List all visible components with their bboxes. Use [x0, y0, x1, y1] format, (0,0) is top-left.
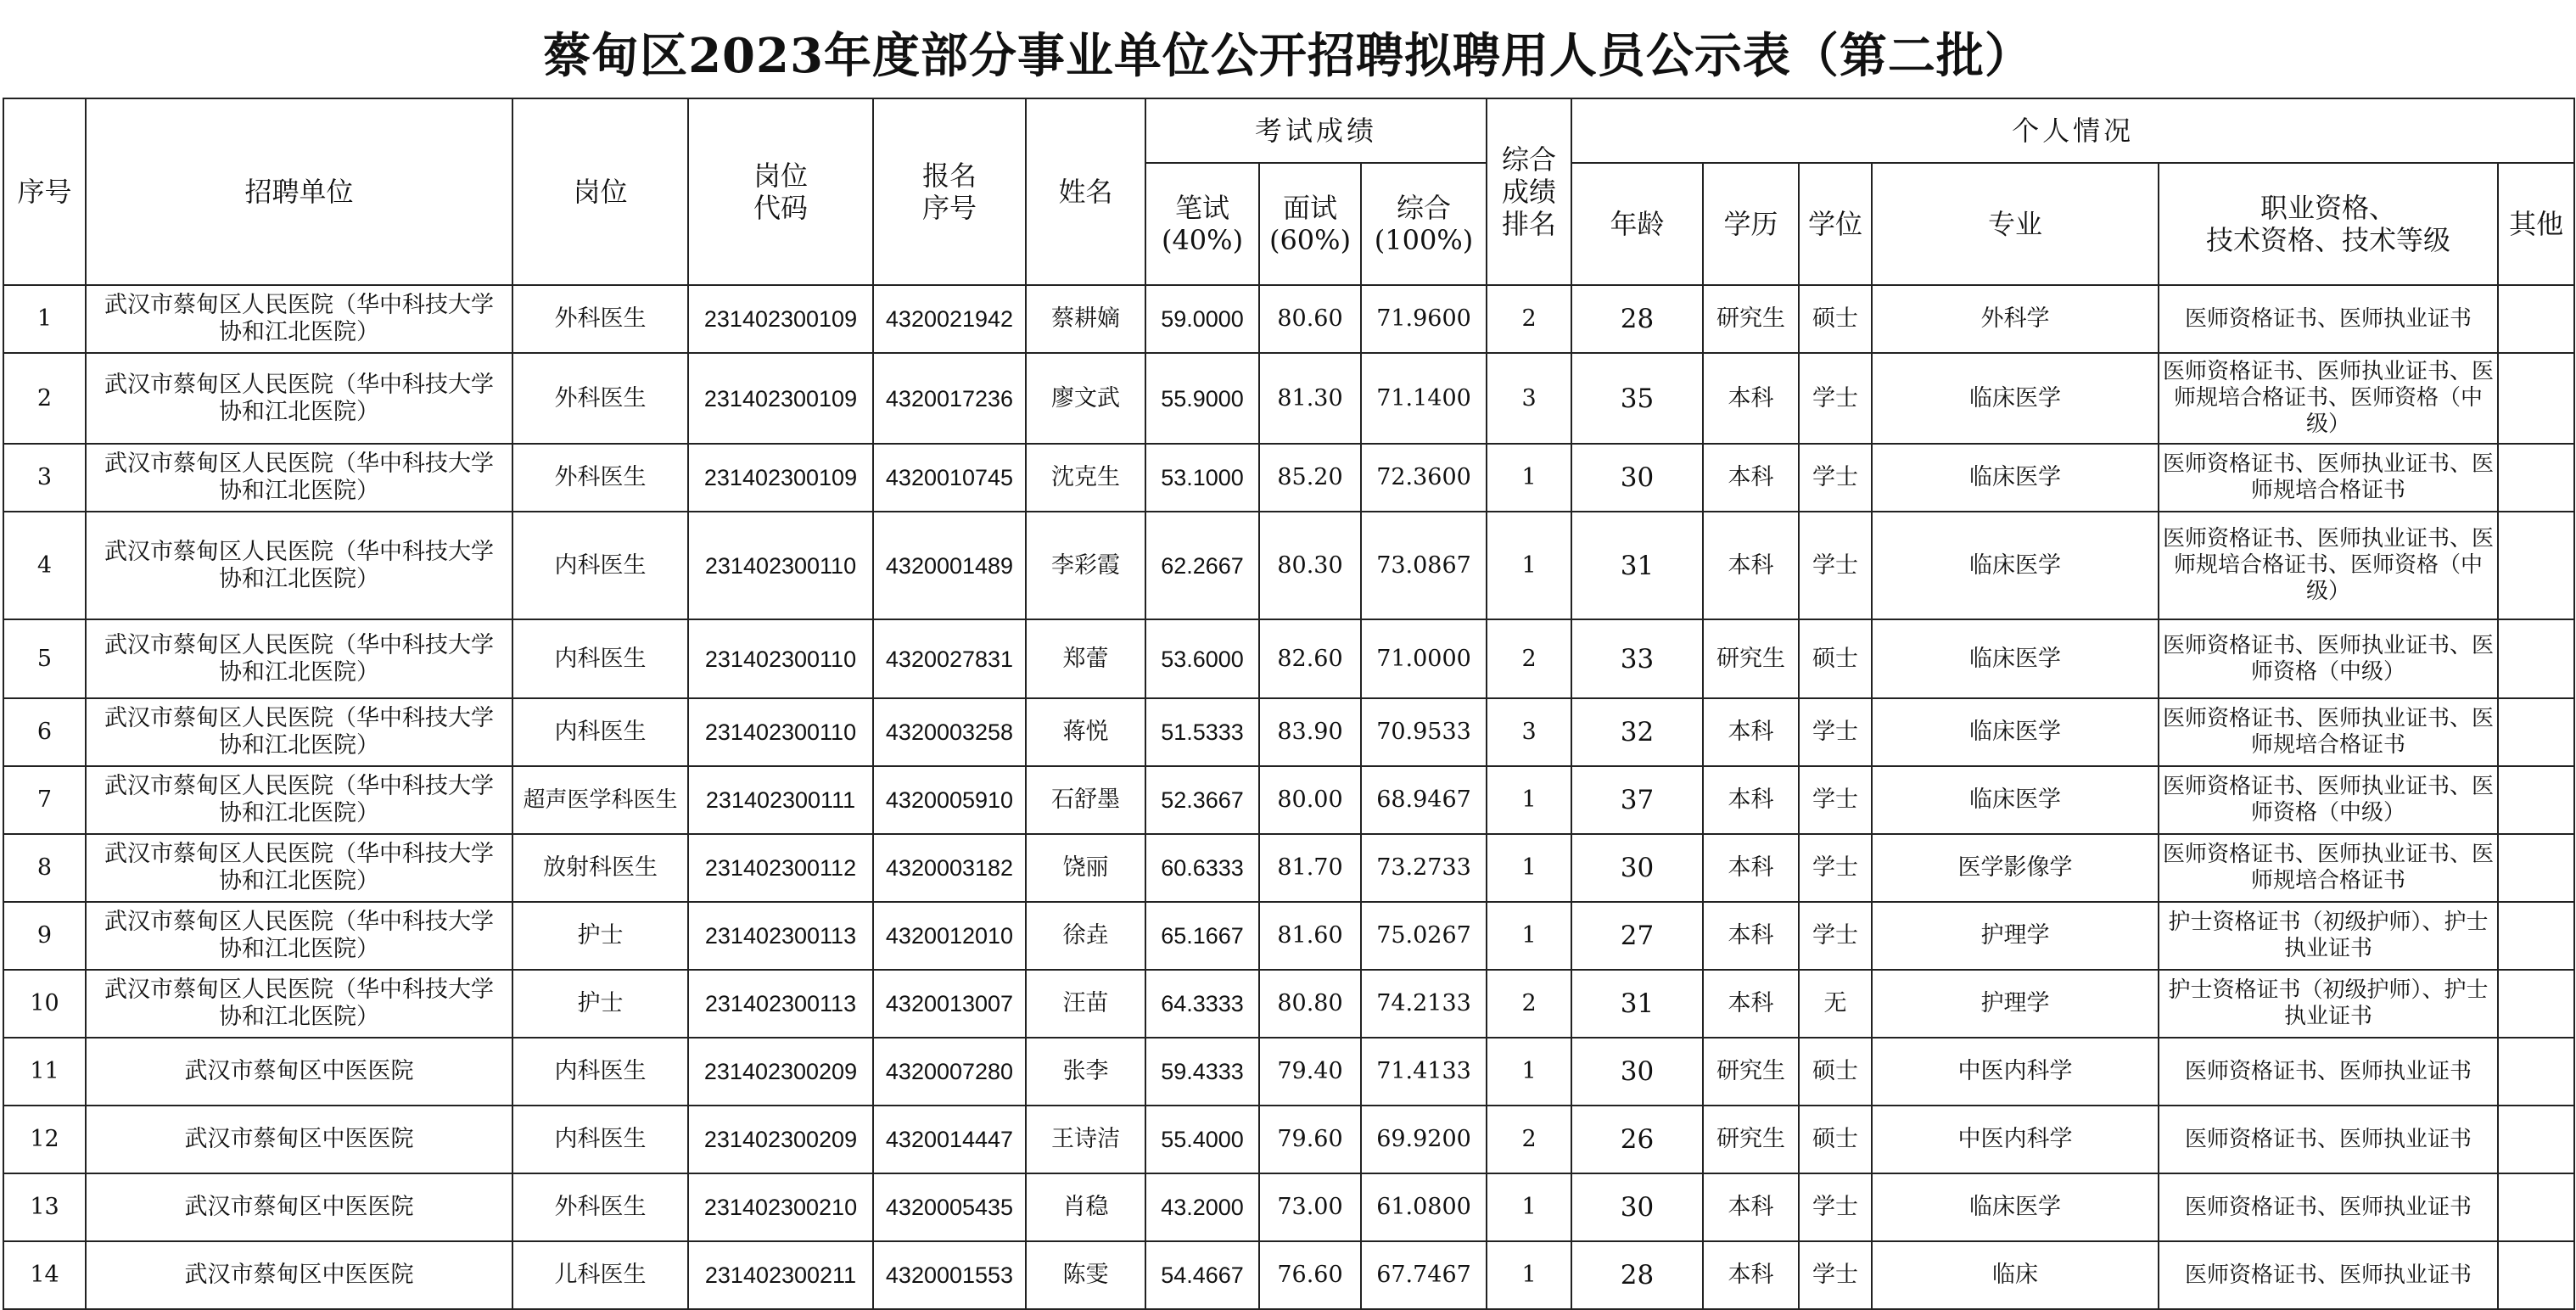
- cell-rank: 2: [1487, 970, 1571, 1038]
- table-row: [3, 834, 2574, 902]
- cell-age: 33: [1571, 619, 1703, 698]
- cell-seq: 1: [3, 285, 86, 353]
- cell-interview: 73.00: [1259, 1173, 1361, 1241]
- cell-name: 肖稳: [1026, 1173, 1145, 1241]
- cell-seq: 4: [3, 512, 86, 619]
- cell-written: 53.6000: [1145, 619, 1259, 698]
- cell-major: 临床医学: [1872, 353, 2159, 444]
- cell-degree: 学士: [1799, 766, 1872, 834]
- table-row: [3, 444, 2574, 512]
- header-unit: 招聘单位: [86, 98, 512, 285]
- cell-unit: 武汉市蔡甸区人民医院（华中科技大学协和江北医院）: [86, 444, 512, 512]
- cell-post: 内科医生: [512, 619, 688, 698]
- cell-composite: 73.2733: [1361, 834, 1487, 902]
- cell-seq: 3: [3, 444, 86, 512]
- cell-degree: 学士: [1799, 1241, 1872, 1309]
- cell-age: 26: [1571, 1106, 1703, 1173]
- cell-degree: 硕士: [1799, 1106, 1872, 1173]
- cell-interview: 79.40: [1259, 1038, 1361, 1106]
- cell-name: 郑蕾: [1026, 619, 1145, 698]
- header-education: 学历: [1703, 163, 1799, 285]
- table-row: [3, 285, 2574, 353]
- cell-seq: 5: [3, 619, 86, 698]
- header-interview: 面试 (60%): [1259, 163, 1361, 285]
- cell-written: 62.2667: [1145, 512, 1259, 619]
- cell-post: 外科医生: [512, 285, 688, 353]
- cell-age: 27: [1571, 902, 1703, 970]
- cell-qualification: 医师资格证书、医师执业证书、医师规培合格证书: [2159, 444, 2498, 512]
- cell-written: 59.0000: [1145, 285, 1259, 353]
- cell-composite: 71.1400: [1361, 353, 1487, 444]
- cell-post: 外科医生: [512, 1173, 688, 1241]
- cell-major: 中医内科学: [1872, 1106, 2159, 1173]
- cell-rank: 1: [1487, 902, 1571, 970]
- header-major: 专业: [1872, 163, 2159, 285]
- cell-degree: 无: [1799, 970, 1872, 1038]
- cell-post: 护士: [512, 970, 688, 1038]
- cell-interview: 79.60: [1259, 1106, 1361, 1173]
- cell-qualification: 医师资格证书、医师执业证书: [2159, 1106, 2498, 1173]
- candidate-table: [3, 98, 2575, 1310]
- cell-post-code: 231402300210: [688, 1173, 873, 1241]
- cell-post-code: 231402300209: [688, 1038, 873, 1106]
- table-row: [3, 512, 2574, 619]
- table-row: [3, 970, 2574, 1038]
- cell-unit: 武汉市蔡甸区人民医院（华中科技大学协和江北医院）: [86, 619, 512, 698]
- cell-other: [2498, 1106, 2574, 1173]
- cell-major: 外科学: [1872, 285, 2159, 353]
- cell-name: 陈雯: [1026, 1241, 1145, 1309]
- cell-written: 43.2000: [1145, 1173, 1259, 1241]
- cell-major: 护理学: [1872, 970, 2159, 1038]
- cell-education: 本科: [1703, 512, 1799, 619]
- cell-education: 本科: [1703, 902, 1799, 970]
- cell-name: 沈克生: [1026, 444, 1145, 512]
- cell-other: [2498, 902, 2574, 970]
- cell-composite: 75.0267: [1361, 902, 1487, 970]
- cell-age: 35: [1571, 353, 1703, 444]
- header-seq: 序号: [3, 98, 86, 285]
- cell-name: 徐垚: [1026, 902, 1145, 970]
- cell-reg-no: 4320003258: [873, 698, 1026, 766]
- cell-composite: 74.2133: [1361, 970, 1487, 1038]
- cell-education: 研究生: [1703, 1106, 1799, 1173]
- cell-composite: 68.9467: [1361, 766, 1487, 834]
- cell-reg-no: 4320005910: [873, 766, 1026, 834]
- cell-post-code: 231402300110: [688, 512, 873, 619]
- cell-rank: 1: [1487, 1241, 1571, 1309]
- cell-name: 饶丽: [1026, 834, 1145, 902]
- cell-composite: 70.9533: [1361, 698, 1487, 766]
- header-rank: 综合 成绩 排名: [1487, 98, 1571, 285]
- cell-written: 53.1000: [1145, 444, 1259, 512]
- header-written: 笔试 (40%): [1145, 163, 1259, 285]
- cell-seq: 7: [3, 766, 86, 834]
- cell-seq: 6: [3, 698, 86, 766]
- cell-interview: 85.20: [1259, 444, 1361, 512]
- cell-age: 37: [1571, 766, 1703, 834]
- cell-post: 儿科医生: [512, 1241, 688, 1309]
- cell-reg-no: 4320003182: [873, 834, 1026, 902]
- cell-composite: 71.0000: [1361, 619, 1487, 698]
- header-composite: 综合 (100%): [1361, 163, 1487, 285]
- cell-post-code: 231402300113: [688, 902, 873, 970]
- cell-major: 中医内科学: [1872, 1038, 2159, 1106]
- header-post: 岗位: [512, 98, 688, 285]
- cell-major: 护理学: [1872, 902, 2159, 970]
- cell-post: 外科医生: [512, 353, 688, 444]
- cell-reg-no: 4320017236: [873, 353, 1026, 444]
- cell-degree: 学士: [1799, 698, 1872, 766]
- cell-qualification: 医师资格证书、医师执业证书、医师规培合格证书、医师资格（中级）: [2159, 512, 2498, 619]
- cell-post-code: 231402300111: [688, 766, 873, 834]
- cell-other: [2498, 970, 2574, 1038]
- cell-degree: 学士: [1799, 902, 1872, 970]
- cell-composite: 71.9600: [1361, 285, 1487, 353]
- cell-post-code: 231402300112: [688, 834, 873, 902]
- cell-unit: 武汉市蔡甸区人民医院（华中科技大学协和江北医院）: [86, 353, 512, 444]
- cell-degree: 硕士: [1799, 1038, 1872, 1106]
- cell-rank: 2: [1487, 1106, 1571, 1173]
- cell-interview: 80.30: [1259, 512, 1361, 619]
- cell-post-code: 231402300209: [688, 1106, 873, 1173]
- cell-reg-no: 4320021942: [873, 285, 1026, 353]
- cell-reg-no: 4320027831: [873, 619, 1026, 698]
- cell-post: 内科医生: [512, 1106, 688, 1173]
- cell-rank: 3: [1487, 353, 1571, 444]
- cell-qualification: 医师资格证书、医师执业证书、医师规培合格证书、医师资格（中级）: [2159, 353, 2498, 444]
- cell-other: [2498, 698, 2574, 766]
- cell-age: 30: [1571, 444, 1703, 512]
- cell-name: 蔡耕嫡: [1026, 285, 1145, 353]
- cell-written: 55.4000: [1145, 1106, 1259, 1173]
- cell-interview: 80.60: [1259, 285, 1361, 353]
- cell-post-code: 231402300109: [688, 285, 873, 353]
- cell-reg-no: 4320007280: [873, 1038, 1026, 1106]
- cell-interview: 82.60: [1259, 619, 1361, 698]
- header-name: 姓名: [1026, 98, 1145, 285]
- cell-post: 超声医学科医生: [512, 766, 688, 834]
- page-title: 蔡甸区2023年度部分事业单位公开招聘拟聘用人员公示表（第二批）: [543, 28, 2033, 84]
- table-row: [3, 1106, 2574, 1173]
- cell-post: 放射科医生: [512, 834, 688, 902]
- cell-other: [2498, 444, 2574, 512]
- cell-interview: 76.60: [1259, 1241, 1361, 1309]
- cell-post-code: 231402300109: [688, 353, 873, 444]
- cell-post: 护士: [512, 902, 688, 970]
- cell-unit: 武汉市蔡甸区中医医院: [86, 1038, 512, 1106]
- header-qualification: 职业资格、 技术资格、技术等级: [2159, 163, 2498, 285]
- cell-degree: 硕士: [1799, 619, 1872, 698]
- cell-name: 李彩霞: [1026, 512, 1145, 619]
- cell-reg-no: 4320001489: [873, 512, 1026, 619]
- cell-education: 本科: [1703, 698, 1799, 766]
- cell-unit: 武汉市蔡甸区中医医院: [86, 1241, 512, 1309]
- cell-major: 医学影像学: [1872, 834, 2159, 902]
- cell-degree: 学士: [1799, 1173, 1872, 1241]
- cell-name: 汪苗: [1026, 970, 1145, 1038]
- cell-other: [2498, 834, 2574, 902]
- cell-post: 内科医生: [512, 512, 688, 619]
- cell-other: [2498, 512, 2574, 619]
- table-row: [3, 902, 2574, 970]
- cell-reg-no: 4320005435: [873, 1173, 1026, 1241]
- cell-written: 51.5333: [1145, 698, 1259, 766]
- cell-major: 临床医学: [1872, 698, 2159, 766]
- cell-interview: 81.70: [1259, 834, 1361, 902]
- cell-rank: 1: [1487, 1038, 1571, 1106]
- cell-written: 64.3333: [1145, 970, 1259, 1038]
- cell-education: 研究生: [1703, 619, 1799, 698]
- cell-unit: 武汉市蔡甸区人民医院（华中科技大学协和江北医院）: [86, 902, 512, 970]
- table-row: [3, 1038, 2574, 1106]
- cell-degree: 学士: [1799, 353, 1872, 444]
- header-exam-group: 考试成绩: [1145, 98, 1487, 163]
- cell-age: 31: [1571, 512, 1703, 619]
- cell-qualification: 医师资格证书、医师执业证书: [2159, 1241, 2498, 1309]
- cell-post-code: 231402300109: [688, 444, 873, 512]
- cell-age: 30: [1571, 1173, 1703, 1241]
- header-post-code: 岗位 代码: [688, 98, 873, 285]
- cell-seq: 12: [3, 1106, 86, 1173]
- cell-rank: 2: [1487, 619, 1571, 698]
- cell-post-code: 231402300113: [688, 970, 873, 1038]
- cell-rank: 1: [1487, 444, 1571, 512]
- cell-qualification: 医师资格证书、医师执业证书、医师资格（中级）: [2159, 766, 2498, 834]
- cell-rank: 1: [1487, 512, 1571, 619]
- cell-major: 临床医学: [1872, 766, 2159, 834]
- table-row: [3, 619, 2574, 698]
- cell-major: 临床: [1872, 1241, 2159, 1309]
- cell-reg-no: 4320012010: [873, 902, 1026, 970]
- cell-seq: 8: [3, 834, 86, 902]
- cell-unit: 武汉市蔡甸区中医医院: [86, 1173, 512, 1241]
- cell-education: 本科: [1703, 353, 1799, 444]
- cell-seq: 10: [3, 970, 86, 1038]
- cell-degree: 学士: [1799, 834, 1872, 902]
- cell-post-code: 231402300110: [688, 698, 873, 766]
- cell-post-code: 231402300110: [688, 619, 873, 698]
- table-row: [3, 1241, 2574, 1309]
- cell-rank: 2: [1487, 285, 1571, 353]
- cell-education: 研究生: [1703, 285, 1799, 353]
- cell-major: 临床医学: [1872, 444, 2159, 512]
- cell-reg-no: 4320014447: [873, 1106, 1026, 1173]
- cell-written: 60.6333: [1145, 834, 1259, 902]
- cell-interview: 83.90: [1259, 698, 1361, 766]
- cell-composite: 72.3600: [1361, 444, 1487, 512]
- cell-post: 外科医生: [512, 444, 688, 512]
- cell-post: 内科医生: [512, 698, 688, 766]
- cell-education: 本科: [1703, 444, 1799, 512]
- cell-name: 张李: [1026, 1038, 1145, 1106]
- cell-reg-no: 4320010745: [873, 444, 1026, 512]
- cell-composite: 73.0867: [1361, 512, 1487, 619]
- cell-written: 54.4667: [1145, 1241, 1259, 1309]
- cell-degree: 硕士: [1799, 285, 1872, 353]
- cell-rank: 1: [1487, 1173, 1571, 1241]
- cell-qualification: 医师资格证书、医师执业证书: [2159, 285, 2498, 353]
- cell-qualification: 医师资格证书、医师执业证书、医师规培合格证书: [2159, 698, 2498, 766]
- cell-age: 30: [1571, 834, 1703, 902]
- cell-seq: 2: [3, 353, 86, 444]
- cell-qualification: 护士资格证书（初级护师）、护士执业证书: [2159, 970, 2498, 1038]
- header-personal-group: 个人情况: [1571, 98, 2574, 163]
- cell-qualification: 医师资格证书、医师执业证书: [2159, 1173, 2498, 1241]
- cell-post: 内科医生: [512, 1038, 688, 1106]
- cell-interview: 81.30: [1259, 353, 1361, 444]
- cell-age: 28: [1571, 1241, 1703, 1309]
- cell-unit: 武汉市蔡甸区中医医院: [86, 1106, 512, 1173]
- cell-unit: 武汉市蔡甸区人民医院（华中科技大学协和江北医院）: [86, 970, 512, 1038]
- cell-post-code: 231402300211: [688, 1241, 873, 1309]
- cell-name: 廖文武: [1026, 353, 1145, 444]
- cell-interview: 80.80: [1259, 970, 1361, 1038]
- table-row: [3, 698, 2574, 766]
- cell-seq: 9: [3, 902, 86, 970]
- cell-seq: 13: [3, 1173, 86, 1241]
- cell-other: [2498, 766, 2574, 834]
- cell-age: 28: [1571, 285, 1703, 353]
- cell-other: [2498, 1173, 2574, 1241]
- cell-unit: 武汉市蔡甸区人民医院（华中科技大学协和江北医院）: [86, 834, 512, 902]
- cell-rank: 1: [1487, 834, 1571, 902]
- cell-qualification: 医师资格证书、医师执业证书、医师规培合格证书: [2159, 834, 2498, 902]
- table-row: [3, 353, 2574, 444]
- cell-qualification: 护士资格证书（初级护师）、护士执业证书: [2159, 902, 2498, 970]
- cell-interview: 80.00: [1259, 766, 1361, 834]
- cell-education: 研究生: [1703, 1038, 1799, 1106]
- cell-composite: 61.0800: [1361, 1173, 1487, 1241]
- cell-major: 临床医学: [1872, 1173, 2159, 1241]
- cell-education: 本科: [1703, 1173, 1799, 1241]
- cell-seq: 11: [3, 1038, 86, 1106]
- header-degree: 学位: [1799, 163, 1872, 285]
- cell-education: 本科: [1703, 1241, 1799, 1309]
- cell-unit: 武汉市蔡甸区人民医院（华中科技大学协和江北医院）: [86, 512, 512, 619]
- cell-qualification: 医师资格证书、医师执业证书: [2159, 1038, 2498, 1106]
- cell-composite: 69.9200: [1361, 1106, 1487, 1173]
- cell-rank: 1: [1487, 766, 1571, 834]
- cell-other: [2498, 353, 2574, 444]
- cell-unit: 武汉市蔡甸区人民医院（华中科技大学协和江北医院）: [86, 766, 512, 834]
- header-other: 其他: [2498, 163, 2574, 285]
- cell-age: 31: [1571, 970, 1703, 1038]
- cell-degree: 学士: [1799, 444, 1872, 512]
- cell-reg-no: 4320001553: [873, 1241, 1026, 1309]
- cell-written: 55.9000: [1145, 353, 1259, 444]
- cell-seq: 14: [3, 1241, 86, 1309]
- table-row: [3, 1173, 2574, 1241]
- cell-other: [2498, 285, 2574, 353]
- cell-unit: 武汉市蔡甸区人民医院（华中科技大学协和江北医院）: [86, 285, 512, 353]
- cell-written: 65.1667: [1145, 902, 1259, 970]
- cell-other: [2498, 1241, 2574, 1309]
- cell-major: 临床医学: [1872, 619, 2159, 698]
- cell-major: 临床医学: [1872, 512, 2159, 619]
- cell-name: 蒋悦: [1026, 698, 1145, 766]
- cell-rank: 3: [1487, 698, 1571, 766]
- cell-name: 王诗洁: [1026, 1106, 1145, 1173]
- cell-education: 本科: [1703, 766, 1799, 834]
- header-reg-no: 报名 序号: [873, 98, 1026, 285]
- cell-age: 30: [1571, 1038, 1703, 1106]
- cell-degree: 学士: [1799, 512, 1872, 619]
- cell-other: [2498, 619, 2574, 698]
- cell-written: 52.3667: [1145, 766, 1259, 834]
- cell-qualification: 医师资格证书、医师执业证书、医师资格（中级）: [2159, 619, 2498, 698]
- cell-composite: 71.4133: [1361, 1038, 1487, 1106]
- cell-unit: 武汉市蔡甸区人民医院（华中科技大学协和江北医院）: [86, 698, 512, 766]
- cell-composite: 67.7467: [1361, 1241, 1487, 1309]
- cell-education: 本科: [1703, 834, 1799, 902]
- header-age: 年龄: [1571, 163, 1703, 285]
- cell-interview: 81.60: [1259, 902, 1361, 970]
- table-row: [3, 766, 2574, 834]
- cell-written: 59.4333: [1145, 1038, 1259, 1106]
- cell-education: 本科: [1703, 970, 1799, 1038]
- cell-age: 32: [1571, 698, 1703, 766]
- cell-other: [2498, 1038, 2574, 1106]
- cell-reg-no: 4320013007: [873, 970, 1026, 1038]
- cell-name: 石舒墨: [1026, 766, 1145, 834]
